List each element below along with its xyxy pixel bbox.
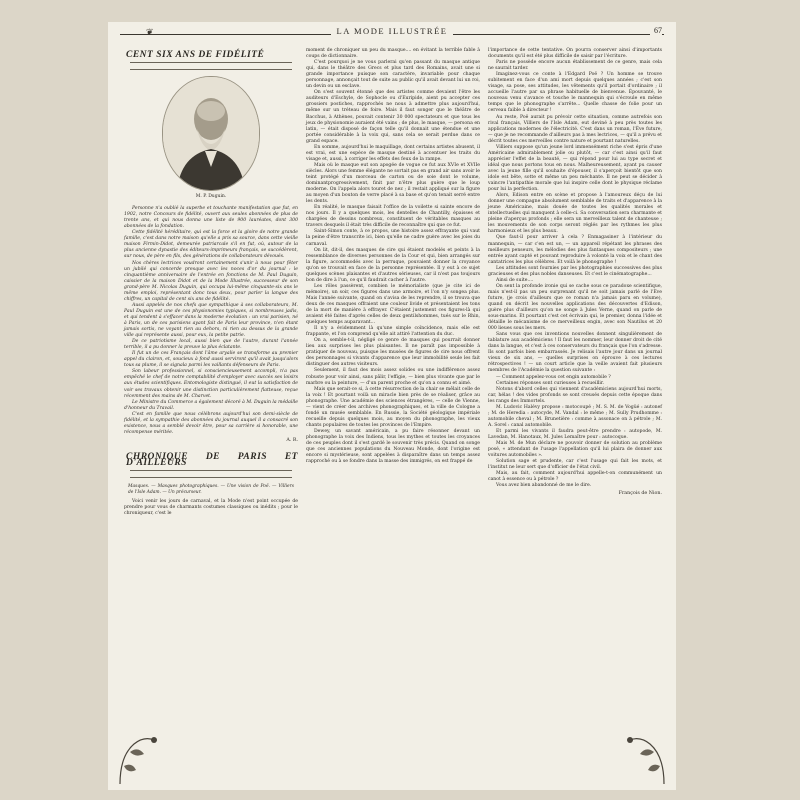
portrait-photo — [162, 76, 260, 191]
paragraph: Il n'y a évidemment là qu'une simple coïncidence, mais elle est frappante, et l'on comprend qu'elle ait attiré l'attention du duc. — [306, 326, 480, 338]
paragraph: C'est en famille que nous célébrons aujourd'hui son demi-siècle de fidélité, et la sympathie des abonnées du journal auquel il a consacré son existence, nous a semblé devoir être, pour sa carrière si honorable, une récompense méritée. — [124, 411, 298, 435]
paragraph: Dewey, un savant américain, a pu faire résonner devant un phonographe la voix des Indiens, tous les mythes et toutes les croyances de ces peuples dont il s'est gardé le souvenir très précis. Quand on songe que ces anciennes populations du Nouveau Monde, dont l'origine est encore si mystérieuse, sont appelées à disparaître dans un temps assez rapproché ou à se fondre dans la masse des immigrés, on est frappé de — [306, 428, 480, 465]
paragraph: — Comment appelez-vous cet engin automobile ? — [496, 374, 611, 380]
paragraph: On s'est souvent étonné que des artistes comme devaient l'être les auditeurs d'Eschyle, de Sophocle ou d'Euripide, aient pu accepter ces grossiers postiches, rapprochés ne nous à admettre plus aujourd'hui, même sur un tréteau de foire. Mais il faut songer que le théâtre de Bacchus, à Athènes, pouvait contenir 30 000 spectateurs et que tous les jeux de physionomie auraient été vains ; de plus, le masque, — persona en latin, — était disposé de façon telle qu'il donnait une étendue et une portée considérable à la voix qui, sans cela se serait perdue dans ce grand espace. — [306, 90, 480, 144]
title-ornament-rule — [130, 470, 292, 478]
paragraph: Mais, au fait, comment aujourd'hui appelle-t-on communément un canot à essence ou à pétrole ? — [488, 471, 662, 483]
paragraph: l'importance de cette tentative. On pourra conserver ainsi d'importants documents qu'il est été plus difficile de saisir par l'écriture. — [488, 48, 662, 60]
paragraph: Imaginez-vous ce conte à l'Edgard Poë ? Un homme se trouve subitement en face d'un ami mort depuis quelques années ; c'est son visage, sa pose, ses attitudes, les vêtements qu'il portait d'ordinaire ; il accueille l'autre par sa phrase habituelle de bienvenue. Épouvanté, le nouveau venu s'avance et touche le mannequin qui s'écroule en même temps que le phonographe s'arrête... Quelle chasse de folie pour un cerveau faible à directeur ! — [488, 72, 662, 114]
paragraph: Mais M. de Mun déclare ne pouvoir donner de solution au problème posé, « attendant de l'usage l'appellation qu'il lui plaira de donner aux voitures automobiles ». — [488, 441, 662, 459]
column-1 — [124, 48, 298, 517]
paragraph: Et parmi les vivants il faudra peut-être prendre : autopode, M. Lavedan, M. Hanotaux, M. Jules Lemaître pour : autocoque. — [488, 428, 662, 440]
paragraph: Aussi appelés de nos chefs que sympathique à ses collaborateurs, M. Paul Duguin est une de ces physionomies typiques, si nombreuses jadis, et qui tendent à s'effacer dans la moderne évolution : un vrai parisien, né à Paris, un de ces parisiens ayant fait de Paris leur province, n'en étant jamais sortis, ne voyant rien au dehors, ni rien au dessus de la grande ville qui représente aussi, pour eux, la petite patrie. — [124, 302, 298, 339]
chronique-summary: Masques. — Masques photographiques. — Une vision de Poë. — Villiers de l'Isle Adam. — Un précurseur. — [128, 484, 294, 495]
paragraph: On lit, dit-il, des masques de cire qui étaient modelés et peints à la ressemblance de diverses personnes de la Cour et qui, bien arrangés sur la figure, accommodés avec la perruque, pouvaient donner la croyance qu'on se trouvait en face de la personne représentée. Il y eut à ce sujet quelques scènes plaisantes et d'autres sérieuses, car il n'est pas toujours bon de dire à l'un, ce qu'il faudrait cacher à l'autre. — [306, 247, 480, 283]
paragraph: Certaines réponses sont curieuses à recueillir. — [496, 380, 604, 386]
paragraph: Mais que serait-ce si, à cette résurrection de la chair se mêlait celle de la voix ! Et pourtant voilà un miracle bien près de se réaliser, grâce au phonographe. Une académie des sciences étrangères, — celle de Vienne, — vient de créer des archives phonographiques, et la ville de Cologne a fondé un musée semblable. En Russie, la Société géologique impériale recueille depuis quelques mois, au moyen du phonographe, les vieux chants populaires de toutes les provinces de l'Empire. — [306, 386, 480, 428]
section-title-fidelite: CENT SIX ANS DE FIDÉLITÉ — [126, 50, 265, 60]
section-title-chronique: CHRONIQUE DE PARIS ET D'AILLEURS — [126, 451, 298, 468]
paragraph: Ainsi de suite.... — [496, 277, 534, 283]
paragraph: Notons d'abord celles qui viennent d'académiciens aujourd'hui morts, car, hélas ! des vides profonds se sont creusés depuis cette époque dans les rangs des Immortels. — [488, 386, 662, 404]
paragraph: Vous avez bien abandonné de me le dire. — [496, 483, 592, 489]
paragraph: Mais où le masque eut son apogée de vogue ce fut aux XVIe et XVIIe siècles. Alors une femme élégante ne sortait pas en grand air sans avoir le teint protégé d'un morceau de carton ou de soie dont le volume, dominantprogressivement, finit par n'être plus guère que le loup moderne. On l'appela alors touret de nez ; il restait appliqué sur la figure au moyen d'un bouton de verre placé à sa base et qu'on tenait serré entre les dents. — [306, 162, 480, 205]
paragraph: Solution sage et prudente, car c'est l'usage qui fait les mots, et l'institut ne leur sert que d'officier de l'état civil. — [488, 459, 662, 471]
chronique-signature: François de Nion. — [618, 491, 662, 497]
paragraph: En somme, aujourd'hui le maquillage, dont certains artistes abusent, il est vrai, est une espèce de masque destiné à accentuer les traits du visage et, aussi, à corriger les effets des feux de la rampe. — [306, 144, 480, 162]
paragraph: Villiers suppose qu'un jeune lord immensément riche s'est épris d'une Américaine admirablement jolie ou plutôt, — car c'est ainsi qu'il faut apprécier l'effet de la beauté, — qui répond pour lui au type secret et idéal que nous portons tous en nous. Malheureusement, ayant pu causer avec la jeune fille qu'il souhaite d'épouser, il s'aperçoit bientôt que son idole est bête, sotte et même un peu méchante. Il ne peut se décider à vaincre l'antipathie morale que lui inspire celle dont le physique réclame pour lui la perfection. — [488, 144, 662, 193]
paragraph: moment de chroniquer un peu du masque.... en évitant la terrible fable à coups de dictionnaire. — [306, 48, 480, 60]
paragraph: De ce patriotisme local, aussi bien que de l'autre, durant l'année terrible, il a pu donner la preuve la plus éclatante. — [124, 339, 298, 351]
fidelite-article-body — [124, 206, 298, 436]
paragraph: Son labeur professionnel, si consciencieusement accompli, n'a pas empêché le chef de notre comptabilité d'employer avec succès ses loisirs aux études scientifiques. Entomologiste distingué, il eut la satisfaction de voir ses travaux obtenir une distinction particulièrement flatteuse, reçue récemment des mains de M. Charvet. — [124, 369, 298, 399]
paragraph: Saint-Simon conte, à ce propos, une histoire assez effrayante qui vaut la peine d'être transcrite ici, bien qu'elle ne cadre guère avec les joies du carnaval. — [306, 229, 480, 247]
chronique-body-start — [124, 499, 298, 517]
column-3 — [488, 48, 662, 497]
column-2 — [306, 48, 480, 465]
paragraph: Seulement, il faut des mois assez solides ou une indifférence assez robuste pour voir ainsi, sans pâlir, l'effigie, — bien plus vivante que par le marbre ou la peinture, — d'un parent proche et qu'on a connu et aimé. — [306, 368, 480, 386]
portrait-caption: M. P. Duguin. — [195, 194, 227, 200]
paragraph: Il fut un de ces Français dont l'âme aryalie se transforme au premier appel du clairon, et, soucieux à fond aussi serviront qu'il avait jusqu'alors tous sa plume, il se signala parmi les vaillants défenseurs de Paris. — [124, 351, 298, 369]
paragraph: Personne n'a oublié la superbe et touchante manifestation que fut, en 1902, notre Concours de fidélité, ouvert aux seules abonnées de plus de trente ans, et qui nous donna une liste de 900 lauréates, dont 300 abonnées de la fondation. — [124, 206, 298, 230]
floral-ornament-right-icon — [624, 726, 670, 786]
paragraph: Voici venir les jours de carnaval, et la Mode n'est point occupée de prendre pour vous de charmants costumes classiques ou inédits ; pour le chroniqueur, c'est le — [124, 499, 298, 517]
running-header-title: LA MODE ILLUSTRÉE — [331, 26, 454, 36]
paragraph: Nos chères lectrices voudront certainement s'unir à nous pour fêter un jubilé qui concerde presque avec les noces d'or du journal : le cinquantième anniversaire de l'entrée en fonctions de M. Paul Duguin, caissier de la maison Didot et de la Mode Illustrée, successeur de son grand-père M. Nicolas Duguin, qui occupa lui-même cinquante-six ans le même emploi, représentant donc tous deux, pour parler la langue des chiffres, un capital de cent six ans de fidélité. — [124, 260, 298, 302]
paragraph: On sent la profonde ironie qui se cache sous ce paradoxe scientifique, mais n'est-il pas un peu surprenant qu'il ne soit jamais parlé de l'Ève future, (je crois d'ailleurs que ce roman n'a jamais paru en volume), quand on décrit les nouvelles applications des découvertes d'Edison, guère plus d'ailleurs qu'on ne songe à Jules Verne, quand on parle de sous-marins. Et pourtant c'est cet écrivain qui, le premier, donna l'idée et détaille le mécanisme de ce merveilleux engin, avec son Nautilus et 20 000 lieues sous les mers. — [488, 283, 662, 332]
paragraph: Que faut-il pour arriver à cela ? Enmagasiner à l'intérieur du mannequin, — car c'en est un, — un appareil répétant les phrases des meilleurs penseurs, les mélodies des plus fantasques compositeurs ; une entrée ayant capté et pouvant reproduire à volonté la voix et le chant des cantatrices les plus célèbres. Et voilà le phonographe ! — [488, 235, 662, 265]
page-number: 67 — [650, 26, 662, 35]
paragraph: Cette fidélité héréditaire, qui est la force et la gloire de notre grande famille, c'est dans notre maison qu'elle a pris sa source, dans cette vieille maison Firmin-Didot, demeurée patriarcale s'il en fut, où, autour de la plus ancienne dynastie des éditeurs-imprimeurs français, se succédèrent, sur nous, de père en fils, des générations de collaborateurs dévoués. — [124, 230, 298, 260]
article-signature: A. R. — [286, 437, 298, 443]
paragraph: Sans vous que ces inventions nouvelles donnent singulièrement de tablature aux académiciens ! Il faut les nommer, leur donner droit de cité dans la langue, et c'est à ces conservateurs du français que l'on s'adresse. Ils sont parfois bien embarrassés. Je relisais l'autre jour dans un journal vieux de six ans, — quelles surprises on éprouve à ces lectures rétrospectives ! — un court article que la veille avaient fait plusieurs membres de l'Académie la question suivante : — [488, 332, 662, 374]
paragraph: C'est pourquoi je ne vous parlerai qu'en passant du masque antique qui, dans le théâtre des Grecs et plus tard des Romains, avait une si grande importance puisque son caractère, invariable pour chaque personnage, annonçait tout de suite au public qu'il avait devant lui un roi, un devin ou un esclave. — [306, 60, 480, 90]
header-ornament-left-icon: ❦ — [146, 28, 154, 38]
magazine-page — [108, 22, 676, 790]
paragraph: Paris ne possède encore aucun établissement de ce genre, mais cela ne saurait tarder. — [488, 60, 662, 72]
title-ornament-rule — [130, 62, 292, 70]
floral-ornament-left-icon — [114, 726, 160, 786]
paragraph: En réalité, le masque faisait l'office de la voilette si sainte encore de nos jours. Il y a quelques mois, les dentelles de Chantilly, épaisses et chargées de dessins nombreux, constituent de véritables masques au travers desquels il était très difficile de reconnaître qui que ce fut. — [306, 205, 480, 229]
running-header — [108, 26, 676, 36]
paragraph: Les rôles passèrent, combien le mémorialiste (que je cite ici de mémoire), un soir, ces figures dans une armoire, et l'on n'y songea plus. Mais l'année suivante, quand on s'avisa de les reprendre, il se trouva que deux de ces masques offraient une couleur livide et présentaient les tons de la mort de manière à effrayer. C'étaient justement ces figures-là qui avaient été faites d'après celles de deux gentilshommes, tués sur le Rhin, quelques temps auparavant... — [306, 283, 480, 326]
paragraph: Le Ministre du Commerce a également décoré à M. Duguin la médaille d'honneur du Travail. — [124, 399, 298, 411]
portrait-man-icon — [163, 77, 259, 190]
paragraph: Au reste, Poë aurait pu prévoir cette situation, comme autrefois son rival français, Villiers de l'Isle Adam, eut deviné à peu près toutes les applications modernes de l'électricité. C'est dans un roman, l'Ève future, — que je ne recommande d'ailleurs pas à mes lectrices, — qu'il a prévu et décrit toutes ces merveilles contre nature et pourtant naturelles. — [488, 114, 662, 144]
paragraph: M. Ludovic Halévy propose : motocoupé ; M. S. M. de Vogüé : autonef ; M. de Heredia : autocyde, M. Vandal : le même ; M. Sully Prudhomme : automobile cheval ; M. Brunetière : comme à assonace on à pétrole ; M. A. Sorel : canal automobile. — [488, 404, 662, 428]
paragraph: Alors, Edison entre en scène et propose à l'amoureux déçu de lui donner une compagne absolument semblable de traits et d'apparence à la jeune Américaine, mais douée de toutes les qualités morales et intellectuelles qui manquent à celle-ci. Sa conversation sera charmante et pleine d'aperçus profonds ; elle sera un merveilleux talent de chanteuse ; les mouvements de son corps seront réglés par les rythmes les plus harmonieux et les plus beaux. — [488, 193, 662, 235]
paragraph: On a, semble-t-il, négligé ce genre de masques qui pourrait donner lieu aux surprises les plus plaisantes. Il ne paraît pas impossible à pratiquer de nouveau, puisque les musées de figures de cire nous offrent des personnages si vivants d'apparence que leur immobilité seule les fait distinguer des autres visiteurs. — [306, 338, 480, 368]
paragraph: Les attitudes sont fournies par les photographies successives des plus gracieuses et des plus nobles danseuses. Et c'est le cinématographe... — [488, 265, 662, 277]
